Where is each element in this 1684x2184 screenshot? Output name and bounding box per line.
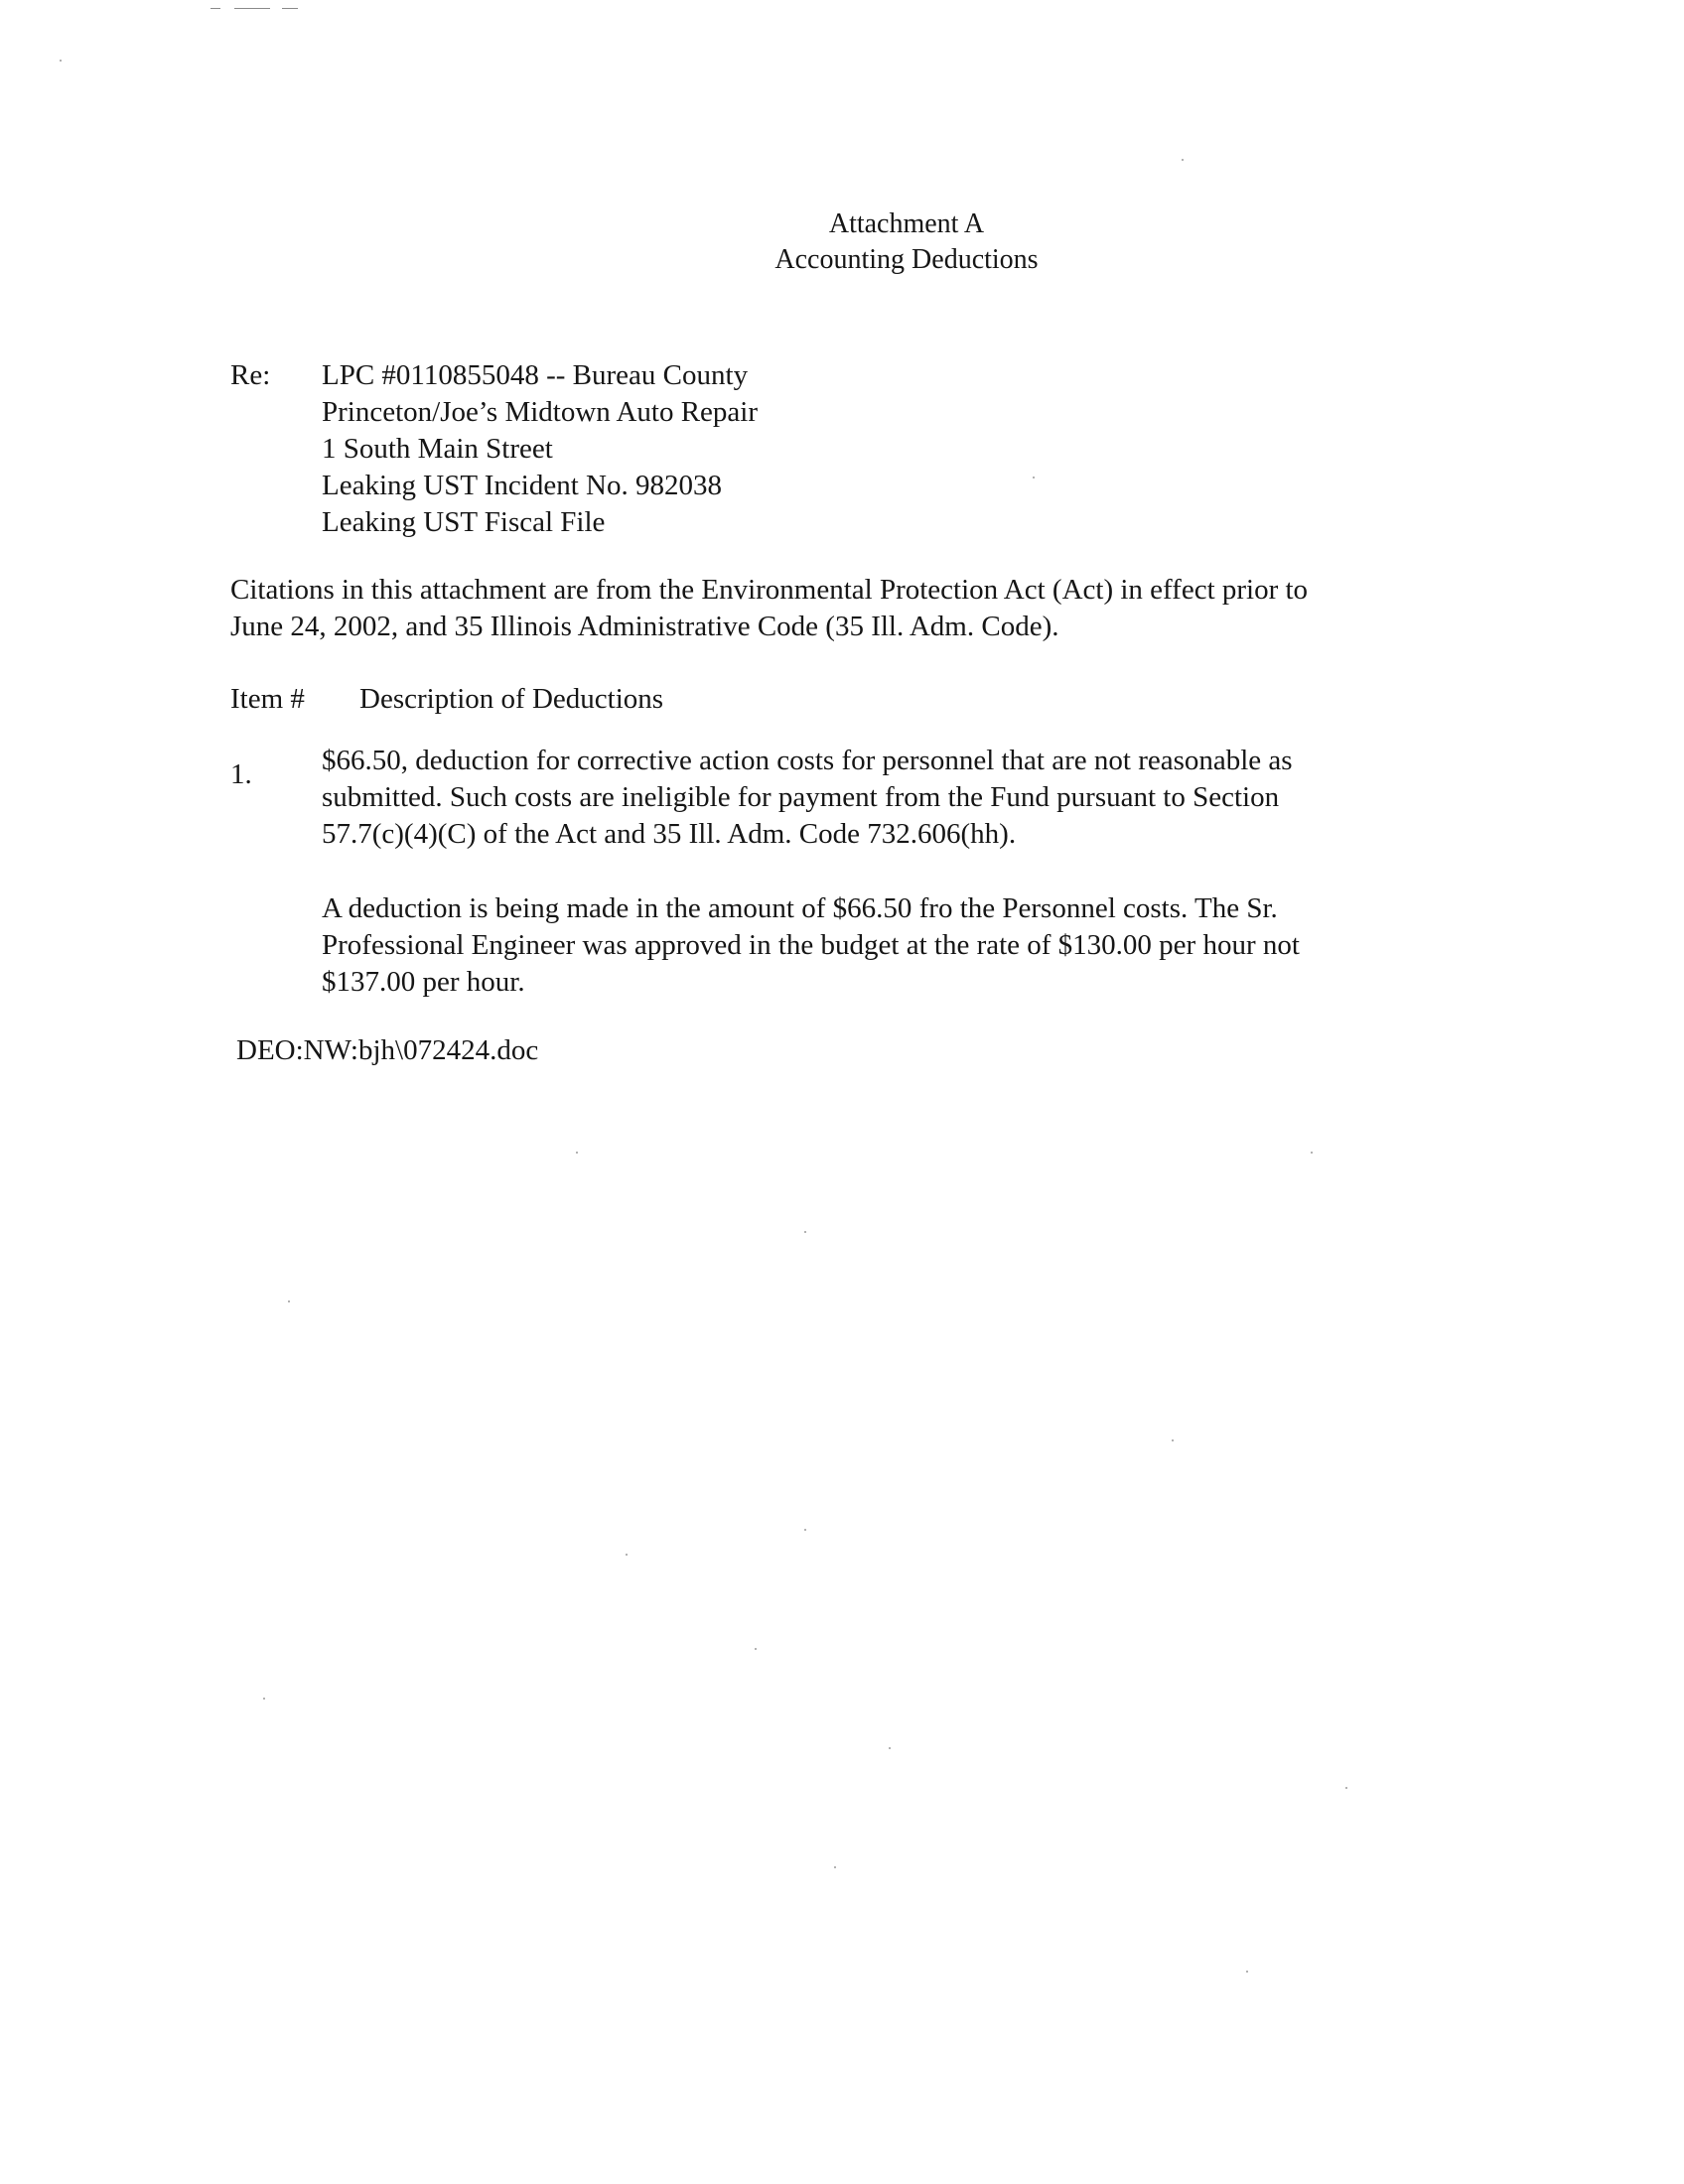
scan-speck <box>1345 1787 1347 1789</box>
citation-line: June 24, 2002, and 35 Illinois Administrative Code (35 Ill. Adm. Code). <box>230 611 1059 642</box>
item-line: $137.00 per hour. <box>322 966 525 998</box>
item-line: $66.50, deduction for corrective action costs for personnel that are not reasonable as <box>322 745 1293 776</box>
scan-speck <box>804 1529 806 1531</box>
scan-speck <box>834 1866 836 1868</box>
item-line: A deduction is being made in the amount of $66.50 fro the Personnel costs. The Sr. <box>322 892 1278 924</box>
re-line: Leaking UST Fiscal File <box>322 506 606 538</box>
re-label: Re: <box>230 359 271 391</box>
scan-speck <box>626 1554 628 1556</box>
re-lines <box>322 357 1215 541</box>
scan-speck <box>1182 159 1184 161</box>
description-header: Description of Deductions <box>359 683 664 715</box>
document-reference: DEO:NW:bjh\072424.doc <box>236 1034 539 1066</box>
scan-speck <box>576 1152 578 1154</box>
scan-speck <box>889 1747 891 1749</box>
scan-speck <box>1246 1971 1248 1973</box>
item-line: Professional Engineer was approved in the budget at the rate of $130.00 per hour not <box>322 929 1300 961</box>
scan-speck <box>60 60 62 62</box>
attachment-subtitle: Accounting Deductions <box>774 244 1039 275</box>
scan-speck <box>1172 1439 1174 1441</box>
re-line: Princeton/Joe’s Midtown Auto Repair <box>322 396 758 428</box>
re-line: LPC #0110855048 -- Bureau County <box>322 359 749 391</box>
item-number: 1. <box>230 758 252 790</box>
citation-line: Citations in this attachment are from the Environmental Protection Act (Act) in effect prior to <box>230 574 1309 606</box>
scan-speck <box>288 1300 290 1302</box>
scan-speck <box>263 1698 265 1700</box>
scan-artifact <box>282 8 298 9</box>
item-line: 57.7(c)(4)(C) of the Act and 35 Ill. Adm. Code 732.606(hh). <box>322 818 1017 850</box>
scan-speck <box>804 1231 806 1233</box>
scan-artifact <box>210 8 220 9</box>
scan-speck <box>755 1648 757 1650</box>
item-number-header: Item # <box>230 683 305 715</box>
scan-artifact <box>234 8 270 9</box>
item-description <box>322 743 1493 1001</box>
attachment-heading <box>0 206 1684 278</box>
re-line: Leaking UST Incident No. 982038 <box>322 470 722 501</box>
citation-paragraph <box>230 572 1422 645</box>
re-line: 1 South Main Street <box>322 433 553 465</box>
scan-speck <box>1311 1152 1313 1154</box>
attachment-title: Attachment A <box>828 208 985 239</box>
item-line: submitted. Such costs are ineligible for payment from the Fund pursuant to Section <box>322 781 1280 813</box>
